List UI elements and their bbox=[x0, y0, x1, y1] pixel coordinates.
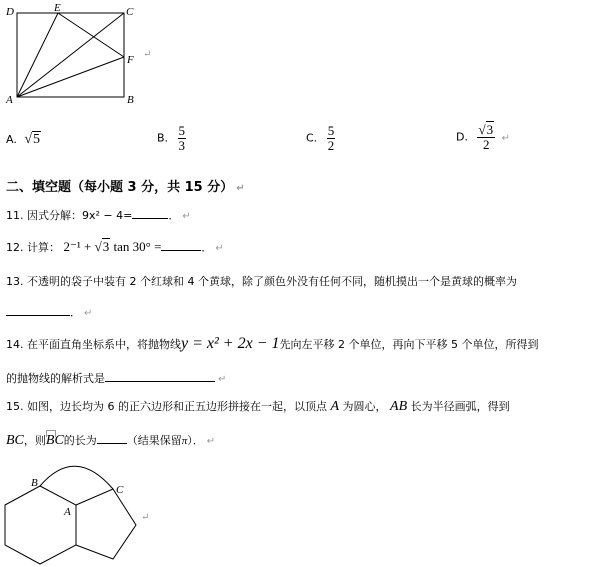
q15-point-a: A bbox=[330, 399, 340, 414]
hexagon-pentagon-figure bbox=[0, 455, 160, 567]
q15-then: ，则 bbox=[23, 434, 46, 447]
q14-equation: y = x² + 2x − 1 bbox=[181, 335, 280, 352]
return-mark: ↵ bbox=[218, 374, 227, 385]
q12-blank bbox=[161, 239, 201, 251]
q12-end: ． bbox=[201, 241, 213, 254]
question-15-line1 bbox=[6, 400, 510, 414]
choice-c-den: 2 bbox=[327, 138, 335, 153]
label-F: F bbox=[127, 54, 134, 66]
q14-blank bbox=[105, 370, 215, 382]
choice-b-den: 3 bbox=[178, 138, 186, 153]
choice-d-label: D. bbox=[456, 130, 468, 144]
q11-text: 11. 因式分解：9x² − 4= bbox=[6, 209, 133, 222]
choice-d-den: 2 bbox=[483, 137, 490, 152]
question-13-line1 bbox=[6, 275, 517, 289]
q15-arc-bc: BC bbox=[45, 433, 64, 448]
q15-suffix: 长为半径画弧，得到 bbox=[410, 400, 510, 413]
choice-b-label: B. bbox=[157, 131, 169, 145]
label-E: E bbox=[54, 2, 61, 14]
label-C: C bbox=[116, 484, 124, 496]
return-mark: ↵ bbox=[501, 132, 510, 144]
choice-a-sqrt: √5 bbox=[24, 132, 41, 147]
label-A: A bbox=[6, 94, 13, 106]
question-13-line2 bbox=[6, 304, 92, 321]
question-14-line2 bbox=[6, 370, 226, 387]
q12-prefix: 12. 计算： bbox=[6, 241, 60, 254]
choice-b bbox=[157, 124, 186, 153]
choice-b-num: 5 bbox=[178, 123, 186, 138]
return-mark: ↵ bbox=[215, 243, 224, 254]
q12-expr-a: 2⁻¹ + bbox=[63, 239, 95, 254]
rectangle-figure bbox=[0, 0, 160, 110]
q15-blank bbox=[97, 432, 127, 444]
q15-tail: （结果保留 bbox=[126, 434, 182, 447]
q11-end: ． bbox=[168, 209, 180, 222]
question-14-line1 bbox=[6, 337, 538, 352]
q15-ab: AB bbox=[390, 399, 408, 414]
q15-close: ）． bbox=[187, 434, 204, 447]
return-mark: ↵ bbox=[182, 211, 191, 222]
q15-bc: BC bbox=[6, 433, 24, 448]
question-12: 12. 计算： 2⁻¹ + √3 tan 30° = ． ↵ bbox=[6, 239, 224, 254]
section-title bbox=[6, 176, 245, 195]
q14-prefix: 14. 在平面直角坐标系中，将抛物线 bbox=[6, 338, 181, 351]
q14-line2: 的抛物线的解析式是 bbox=[6, 372, 105, 385]
return-mark: ↵ bbox=[236, 183, 245, 194]
label-A: A bbox=[64, 506, 71, 518]
q13-end: ． bbox=[70, 306, 81, 319]
choice-d: D. $\frac{√3}{2}$ ↵ bbox=[456, 122, 510, 152]
q12-radicand: 3 bbox=[102, 239, 110, 254]
label-D: D bbox=[6, 6, 14, 18]
choice-c-num: 5 bbox=[327, 123, 335, 138]
label-C: C bbox=[126, 6, 134, 18]
q12-expr-b: tan 30° = bbox=[110, 239, 162, 254]
q15-len: 的长为 bbox=[63, 434, 97, 447]
label-B: B bbox=[31, 477, 38, 489]
q14-suffix: 先向左平移 2 个单位，再向下平移 5 个单位，所得到 bbox=[279, 338, 539, 351]
choice-a bbox=[6, 133, 41, 147]
choice-c bbox=[306, 124, 335, 153]
q15-prefix: 15. 如图，边长均为 6 的正六边形和正五边形拼接在一起，以顶点 bbox=[6, 400, 327, 413]
return-mark: ↵ bbox=[141, 512, 150, 523]
choice-a-label: A. bbox=[6, 133, 17, 146]
q13-text: 13. 不透明的袋子中装有 2 个红球和 4 个黄球，除了颜色外没有任何不同，随机摸出一个是黄球的概率为 bbox=[6, 275, 517, 288]
q15-mid: 为圆心， bbox=[342, 400, 387, 413]
section-title-text: 二、填空题（每小题 3 分，共 15 分） bbox=[6, 180, 234, 195]
return-mark: ↵ bbox=[143, 49, 152, 60]
q11-blank bbox=[132, 207, 168, 219]
choice-d-radicand: 3 bbox=[486, 122, 494, 137]
return-mark: ↵ bbox=[206, 436, 216, 447]
return-mark: ↵ bbox=[84, 308, 93, 319]
q15-pi: π bbox=[181, 435, 188, 447]
choice-c-label: C. bbox=[306, 131, 318, 145]
question-11 bbox=[6, 207, 191, 224]
choice-a-radicand: 5 bbox=[33, 132, 41, 147]
q13-blank bbox=[6, 304, 70, 316]
question-15-line2 bbox=[6, 432, 215, 449]
label-B: B bbox=[127, 94, 134, 106]
